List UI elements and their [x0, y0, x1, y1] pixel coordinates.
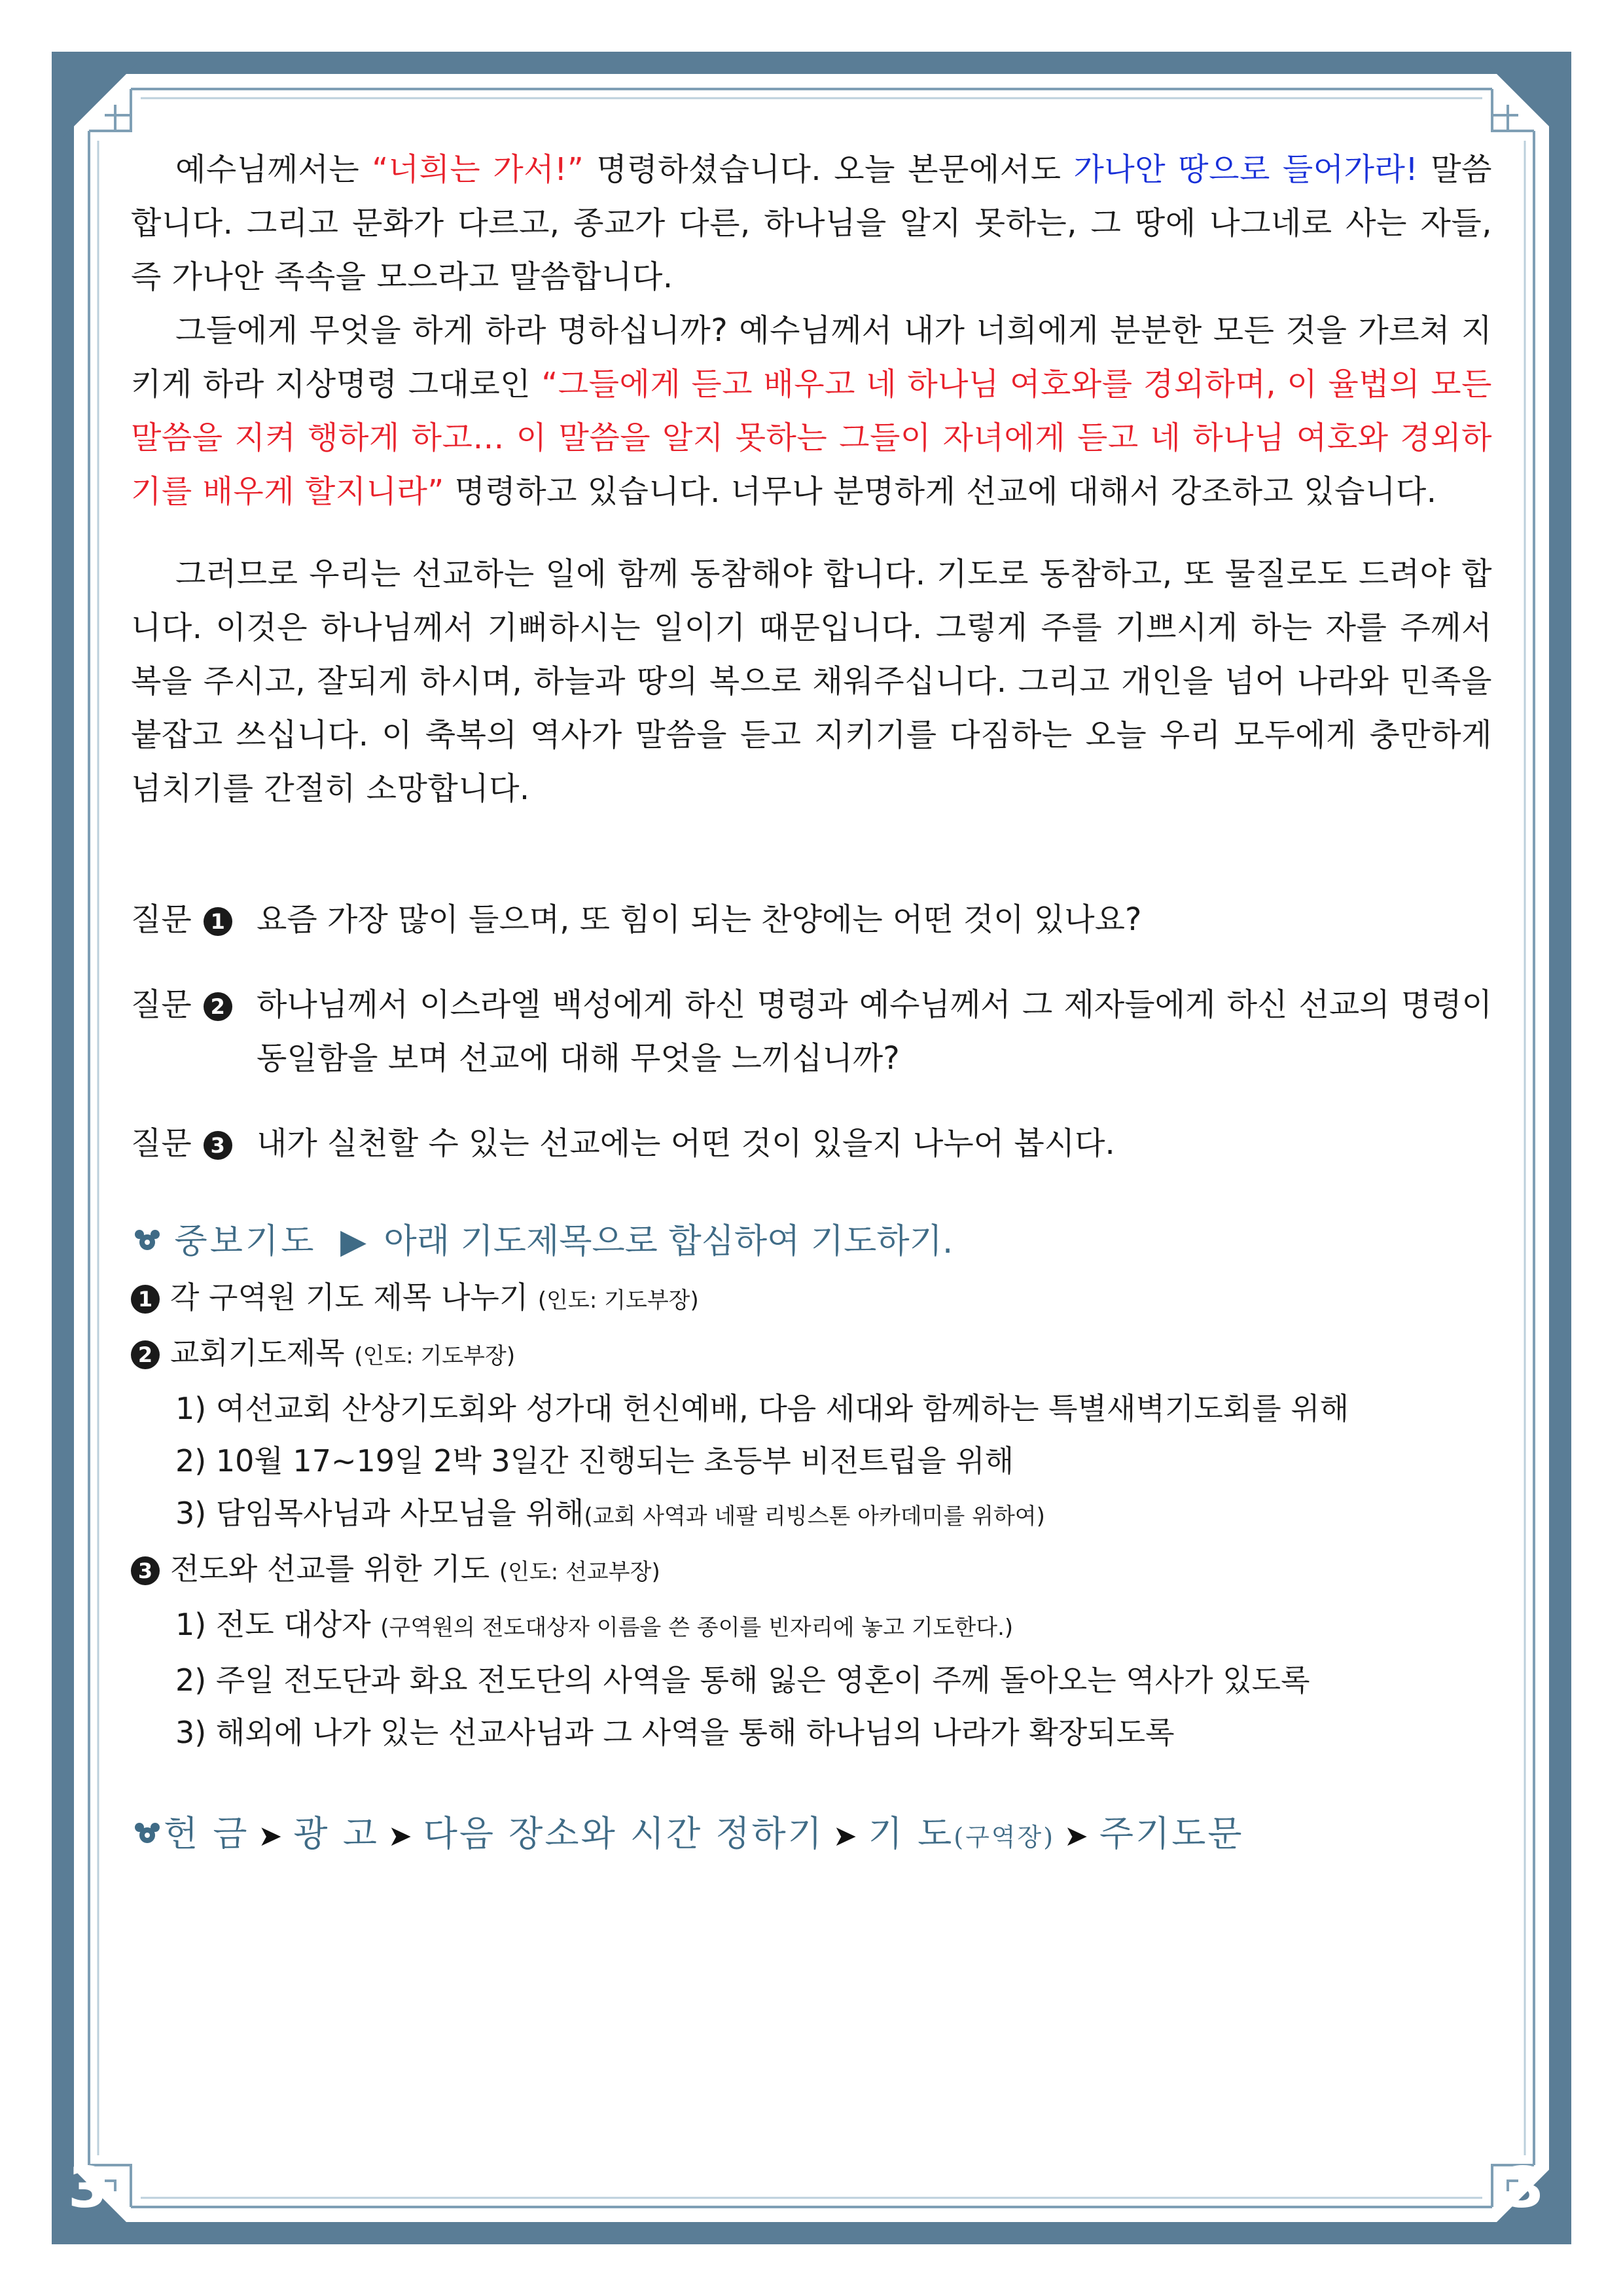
number-1-icon: 1 — [204, 907, 232, 936]
number-1-icon: 1 — [131, 1285, 160, 1314]
quote-go: “너희는 가서!” — [372, 151, 584, 188]
flower-icon — [131, 1817, 164, 1850]
flower-icon — [131, 1224, 164, 1257]
prayer-item-3: 3 전도와 선교를 위한 기도 (인도: 선교부장) — [131, 1543, 1492, 1598]
prayer-sub-item: 3) 해외에 나가 있는 선교사님과 그 사역을 통해 하나님의 나라가 확장되도록 — [175, 1715, 1175, 1750]
question-2: 질문 2 하나님께서 이스라엘 백성에게 하신 명령과 예수님께서 그 제자들에게 하신 선교의 명령이 동일함을 보며 선교에 대해 무엇을 느끼십니까? — [131, 986, 1492, 1077]
arrow-right-icon: ➤ — [832, 1820, 859, 1853]
number-3-icon: 3 — [204, 1131, 232, 1160]
number-3-icon: 3 — [131, 1556, 160, 1585]
arrow-right-icon: ➤ — [1064, 1820, 1090, 1853]
prayer-sub-item: 2) 주일 전도단과 화요 전도단의 사역을 통해 잃은 영혼이 주께 돌아오는 역사가 있도록 — [175, 1662, 1310, 1698]
paragraph-1: 예수님께서는 “너희는 가서!” 명령하셨습니다. 오늘 본문에서도 가나안 땅으로 들어가라! 말씀합니다. 그리고 문화가 다르고, 종교가 다른, 하나님을 알지 못하는, 그 땅에 나그네로 사는 자들, 즉 가나안 족속을 모으라고 말씀합니다. — [131, 151, 1492, 295]
prayer-sub-item: 1) 여선교회 산상기도회와 성가대 헌신예배, 다음 세대와 함께하는 특별새벽기도회를 위해 — [175, 1391, 1349, 1426]
number-2-icon: 2 — [204, 992, 232, 1021]
quote-canaan: 가나안 땅으로 들어가라! — [1073, 151, 1419, 188]
question-1: 질문 1 요즘 가장 많이 들으며, 또 힘이 되는 찬양에는 어떤 것이 있나요? — [131, 901, 1142, 938]
paragraph-3: 그러므로 우리는 선교하는 일에 함께 동참해야 합니다. 기도로 동참하고, 또 물질로도 드려야 합니다. 이것은 하나님께서 기뻐하시는 일이기 때문입니다. 그렇게 주를 기쁘시게 하는 자를 주께서 복을 주시고, 잘되게 하시며, 하늘과 땅의 복으로 채워주십니다. 그리고 개인을 넘어 나라와 민족을 붙잡고 쓰십니다. 이 축복의 역사가 말씀을 듣고 지키기를 다짐하는 오늘 우리 모두에게 충만하게 넘치기를 간절히 소망합니다. — [131, 556, 1492, 807]
meeting-order: 헌 금 ➤ 광 고 ➤ 다음 장소와 시간 정하기 ➤ 기 도(구역장) ➤ 주기도문 — [131, 1804, 1492, 1867]
paragraph-2: 그들에게 무엇을 하게 하라 명하십니까? 예수님께서 내가 너희에게 분분한 모든 것을 가르쳐 지키게 하라 지상명령 그대로인 “그들에게 듣고 배우고 네 하나님 여호와를 경외하며, 이 율법의 모든 말씀을 지켜 행하게 하고… 이 말씀을 알지 못하는 그들이 자녀에게 듣고 네 하나님 여호와 경외하기를 배우게 할지니라” 명령하고 있습니다. 너무나 분명하게 선교에 대해서 강조하고 있습니다. — [131, 312, 1492, 510]
page-number-right: 3 — [1505, 2155, 1544, 2221]
prayer-sub-item: 1) 전도 대상자 (구역원의 전도대상자 이름을 쓴 종이를 빈자리에 놓고 기도한다.) — [175, 1607, 1014, 1642]
page-number-left: 3 — [68, 2155, 107, 2221]
arrow-right-icon: ➤ — [258, 1820, 285, 1853]
prayer-sub-item: 2) 10월 17~19일 2박 3일간 진행되는 초등부 비전트립을 위해 — [175, 1443, 1014, 1479]
prayer-item-2: 2 교회기도제목 (인도: 기도부장) — [131, 1327, 1492, 1382]
prayer-item-1: 1 각 구역원 기도 제목 나누기 (인도: 기도부장) — [131, 1271, 1492, 1327]
quote-law: “그들에게 듣고 배우고 네 하나님 여호와를 경외하며, 이 율법의 모든 말씀을 지켜 행하게 하고… 이 말씀을 알지 못하는 그들이 자녀에게 듣고 네 하나님 여호와 경외하기를 배우게 할지니라” — [131, 366, 1492, 510]
number-2-icon: 2 — [131, 1340, 160, 1369]
triangle-right-icon: ▶ — [340, 1222, 366, 1261]
question-3: 질문 3 내가 실천할 수 있는 선교에는 어떤 것이 있을지 나누어 봅시다. — [131, 1125, 1115, 1162]
arrow-right-icon: ➤ — [387, 1820, 414, 1853]
prayer-heading: 중보기도 ▶ 아래 기도제목으로 합심하여 기도하기. — [131, 1212, 1492, 1271]
prayer-sub-item: 3) 담임목사님과 사모님을 위해(교회 사역과 네팔 리빙스톤 아카데미를 위하여) — [175, 1496, 1045, 1531]
page-content — [131, 143, 1492, 1867]
